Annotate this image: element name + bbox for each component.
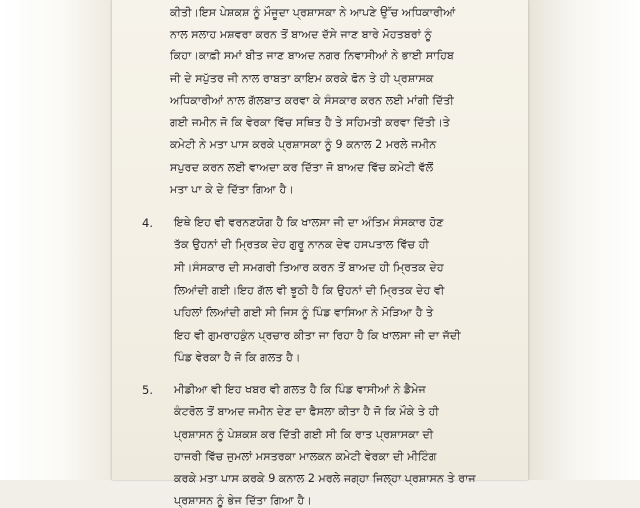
- paragraph-3-line-5: ਅਧਿਕਾਰੀਆਂ ਨਾਲ ਗੱਲਬਾਤ ਕਰਵਾ ਕੇ ਸੰਸਕਾਰ ਕਰਨ ਲਈ ਮਾਂਗੀ ਦਿੱਤੀ: [170, 94, 454, 107]
- paragraph-5-line-3: ਪ੍ਰਸ਼ਾਸਨ ਨੂੰ ਪੇਸ਼ਕਸ਼ ਕਰ ਦਿੱਤੀ ਗਈ ਸੀ ਕਿ ਰਾਤ ਪ੍ਰਸ਼ਾਸਕਾ ਦੀ: [174, 428, 434, 441]
- background-right: [528, 0, 640, 480]
- paragraph-4-line-1: ਇਥੇ ਇਹ ਵੀ ਵਰਨਣਯੋਗ ਹੈ ਕਿ ਖਾਲਸਾ ਜੀ ਦਾ ਅੰਤਿਮ ਸੰਸਕਾਰ ਹੋਣ: [174, 216, 444, 229]
- paragraph-3-line-7: ਕਮੇਟੀ ਨੇ ਮਤਾ ਪਾਸ ਕਰਕੇ ਪ੍ਰਸ਼ਾਸਕਾ ਨੂੰ 9 ਕਨਾਲ 2 ਮਰਲੇ ਜਮੀਨ: [170, 138, 437, 151]
- paragraph-3-line-4: ਜੀ ਦੇ ਸਪੁੱਤਰ ਜੀ ਨਾਲ ਰਾਬਤਾ ਕਾਇਮ ਕਰਕੇ ਫੋਨ ਤੇ ਹੀ ਪ੍ਰਸ਼ਾਸਕ: [170, 72, 434, 85]
- paragraph-5-line-2: ਕੰਟਰੋਲ ਤੋਂ ਬਾਅਦ ਜਮੀਨ ਦੇਣ ਦਾ ਫੈਸਲਾ ਕੀਤਾ ਹੈ ਜੋ ਕਿ ਮੌਕੇ ਤੇ ਹੀ: [174, 405, 439, 418]
- paragraph-4-line-5: ਪਹਿਲਾਂ ਲਿਆਂਦੀ ਗਈ ਸੀ ਜਿਸ ਨੂੰ ਪਿੰਡ ਵਾਸਿਆ ਨੇ ਮੋੜਿਆ ਹੈ ਤੇ: [174, 306, 434, 319]
- paragraph-5-line-1: ਮੀਡੀਆ ਵੀ ਇਹ ਖਬਰ ਵੀ ਗਲਤ ਹੈ ਕਿ ਪਿੰਡ ਵਾਸੀਆਂ ਨੇ ਡੈਮੇਜ: [174, 383, 426, 396]
- paragraph-4-line-3: ਸੀ।ਸੰਸਕਾਰ ਦੀ ਸਮਗਰੀ ਤਿਆਰ ਕਰਨ ਤੋਂ ਬਾਅਦ ਹੀ ਮ੍ਰਿਤਕ ਦੇਹ: [174, 261, 444, 274]
- paragraph-5-line-4: ਹਾਜਰੀ ਵਿੱਚ ਜੁਮਲਾਂ ਮਸਤਰਕਾ ਮਾਲਕਨ ਕਮੇਟੀ ਵੇਰਕਾ ਦੀ ਮੀਟਿੰਗ: [174, 450, 437, 463]
- paragraph-5-line-5: ਕਰਕੇ ਮਤਾ ਪਾਸ ਕਰਕੇ 9 ਕਨਾਲ 2 ਮਰਲੇ ਜਗ੍ਹਾ ਜਿਲ੍ਹਾ ਪ੍ਰਸ਼ਾਸਨ ਤੇ ਰਾਜ: [174, 472, 476, 485]
- paragraph-4-line-4: ਲਿਆਂਦੀ ਗਈ।ਇਹ ਗੱਲ ਵੀ ਝੂਠੀ ਹੈ ਕਿ ਉਹਨਾਂ ਦੀ ਮ੍ਰਿਤਕ ਦੇਹ ਵੀ: [174, 284, 445, 297]
- paragraph-5-line-6: ਪ੍ਰਸ਼ਾਸਨ ਨੂੰ ਭੇਜ ਦਿੱਤਾ ਗਿਆ ਹੈ।: [174, 494, 312, 507]
- paragraph-4-line-7: ਪਿੰਡ ਵੇਰਕਾ ਹੈ ਜੋ ਕਿ ਗਲਤ ਹੈ।: [174, 351, 301, 364]
- paragraph-4-line-2: ਤੱਕ ਉਹਨਾਂ ਦੀ ਮ੍ਰਿਤਕ ਦੇਹ ਗੁਰੂ ਨਾਨਕ ਦੇਵ ਹਸਪਤਾਲ ਵਿੱਚ ਹੀ: [174, 238, 429, 251]
- document-page: [112, 0, 528, 507]
- paragraph-3-line-2: ਨਾਲ ਸਲਾਹ ਮਸ਼ਵਰਾ ਕਰਨ ਤੋਂ ਬਾਅਦ ਦੱਸੇ ਜਾਣ ਬਾਰੇ ਮੋਹਤਬਰਾਂ ਨੂੰ: [170, 28, 432, 41]
- background-left: [0, 0, 112, 480]
- paragraph-4-number: 4.: [142, 216, 153, 230]
- paragraph-3-line-1: ਕੀਤੀ।ਇਸ ਪੇਸ਼ਕਸ਼ ਨੂੰ ਮੌਜੂਦਾ ਪ੍ਰਸ਼ਾਸਕਾ ਨੇ ਆਪਣੇ ਉੱਚ ਅਧਿਕਾਰੀਆਂ: [170, 6, 456, 19]
- paragraph-3-line-6: ਗਈ ਜਮੀਨ ਜੋ ਕਿ ਵੇਰਕਾ ਵਿੱਚ ਸਥਿਤ ਹੈ ਤੇ ਸਹਿਮਤੀ ਕਰਵਾ ਦਿੱਤੀ।ਤੇ: [170, 116, 450, 129]
- paragraph-5-number: 5.: [142, 383, 153, 397]
- paragraph-3-line-3: ਕਿਹਾ।ਕਾਫ਼ੀ ਸਮਾਂ ਬੀਤ ਜਾਣ ਬਾਅਦ ਨਗਰ ਨਿਵਾਸੀਆਂ ਨੇ ਭਾਈ ਸਾਹਿਬ: [170, 49, 454, 62]
- paragraph-3-line-9: ਮਤਾ ਪਾ ਕੇ ਦੇ ਦਿੱਤਾ ਗਿਆ ਹੈ।: [170, 183, 294, 196]
- paragraph-3-line-8: ਸਪੁਰਦ ਕਰਨ ਲਈ ਵਾਅਦਾ ਕਰ ਦਿੱਤਾ ਜੋ ਬਾਅਦ ਵਿੱਚ ਕਮੇਟੀ ਵੱਲੋਂ: [170, 161, 434, 174]
- paragraph-4-line-6: ਇਹ ਵੀ ਗੁਮਰਾਹਕੁੰਨ ਪ੍ਰਚਾਰ ਕੀਤਾ ਜਾ ਰਿਹਾ ਹੈ ਕਿ ਖਾਲਸਾ ਜੀ ਦਾ ਜੱਦੀ: [174, 329, 461, 342]
